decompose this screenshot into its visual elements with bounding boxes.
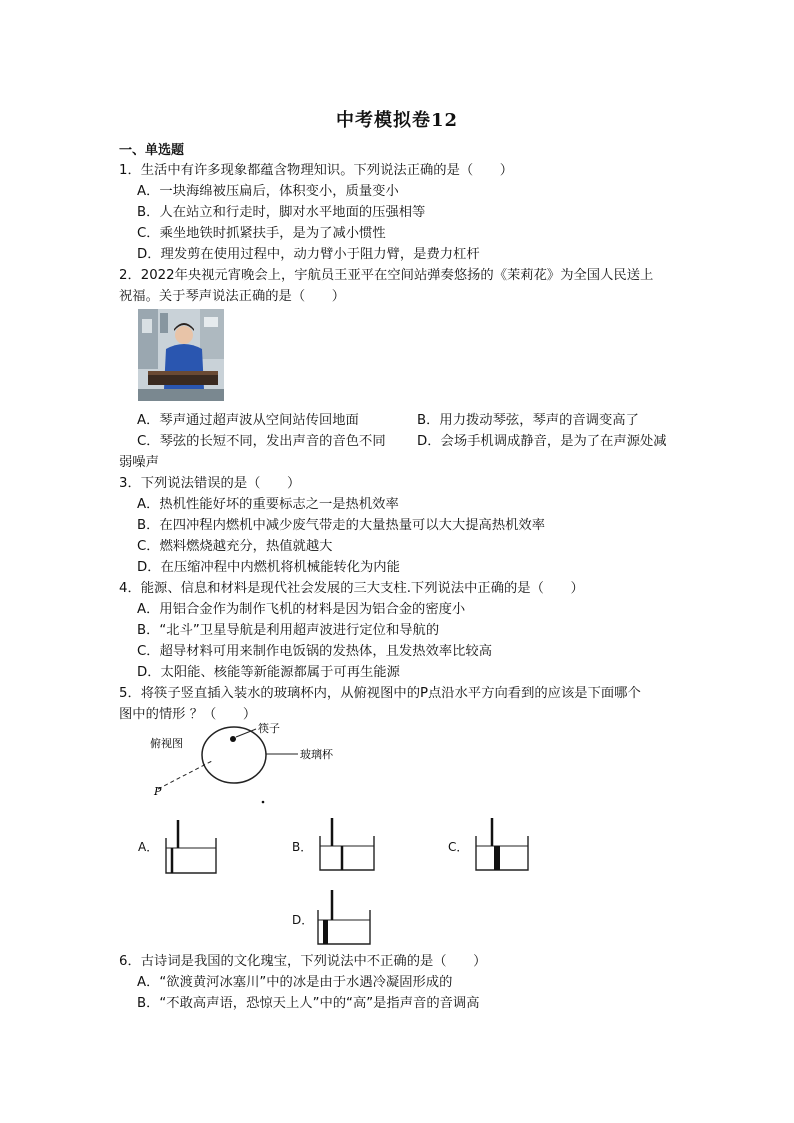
q5-option-a-label: A． bbox=[138, 840, 159, 854]
q5-option-c-label: C． bbox=[448, 840, 469, 854]
page-title: 中考模拟卷12 bbox=[335, 110, 459, 131]
top-view-label: 俯视图 bbox=[150, 737, 183, 750]
chopstick-label: 筷子 bbox=[258, 722, 280, 735]
q5-option-d-label: D． bbox=[292, 913, 314, 927]
q5-option-b-cup bbox=[316, 814, 376, 874]
q4-option-c: C．超导材料可用来制作电饭锅的发热体，且发热效率比较高 bbox=[137, 644, 493, 659]
q2-stem-line2: 祝福。关于琴声说法正确的是（ ） bbox=[119, 289, 346, 304]
q2-option-d-line1: D．会场手机调成静音，是为了在声源处减 bbox=[417, 434, 667, 449]
q3-option-b: B．在四冲程内燃机中减少废气带走的大量热量可以大大提高热机效率 bbox=[137, 518, 546, 533]
q5-option-c-cup bbox=[472, 814, 532, 874]
q6-option-a: A．“欲渡黄河冰塞川”中的冰是由于水遇冷凝固形成的 bbox=[137, 975, 453, 990]
stray-dot bbox=[262, 801, 265, 804]
glass-outline bbox=[202, 727, 266, 783]
q4-stem: 4．能源、信息和材料是现代社会发展的三大支柱.下列说法中正确的是（ ） bbox=[119, 581, 584, 596]
q2-option-b: B．用力拨动琴弦，琴声的音调变高了 bbox=[417, 413, 639, 428]
photo-illustration bbox=[138, 309, 224, 401]
q2-option-a: A．琴声通过超声波从空间站传回地面 bbox=[137, 413, 359, 428]
q6-stem: 6．古诗词是我国的文化瑰宝，下列说法中不正确的是（ ） bbox=[119, 954, 487, 969]
sightline-dashed bbox=[158, 761, 212, 789]
q1-option-c: C．乘坐地铁时抓紧扶手，是为了减小惯性 bbox=[137, 226, 386, 241]
q5-stem-line2: 图中的情形 ？（ ） bbox=[119, 707, 257, 722]
q5-option-d-cup bbox=[314, 886, 374, 948]
q3-option-a: A．热机性能好坏的重要标志之一是热机效率 bbox=[137, 497, 399, 512]
point-p-label: P bbox=[154, 785, 162, 798]
q1-option-a: A．一块海绵被压扁后，体积变小，质量变小 bbox=[137, 184, 399, 199]
q5-option-b-label: B． bbox=[292, 840, 313, 854]
q4-option-d: D．太阳能、核能等新能源都属于可再生能源 bbox=[137, 665, 400, 680]
q1-option-b: B．人在站立和行走时，脚对水平地面的压强相等 bbox=[137, 205, 426, 220]
q4-option-a: A．用铝合金作为制作飞机的材料是因为铝合金的密度小 bbox=[137, 602, 466, 617]
q2-option-d-line2: 弱噪声 bbox=[119, 455, 159, 470]
q3-option-c: C．燃料燃烧越充分，热值就越大 bbox=[137, 539, 333, 554]
top-view-diagram bbox=[148, 721, 368, 811]
q1-option-d: D．理发剪在使用过程中，动力臂小于阻力臂，是费力杠杆 bbox=[137, 247, 480, 262]
q5-option-a-cup bbox=[162, 818, 222, 878]
q1-stem: 1．生活中有许多现象都蕴含物理知识。下列说法正确的是（ ） bbox=[119, 163, 514, 178]
q3-stem: 3．下列说法错误的是（ ） bbox=[119, 476, 301, 491]
q3-option-d: D．在压缩冲程中内燃机将机械能转化为内能 bbox=[137, 560, 400, 575]
q5-stem-line1: 5．将筷子竖直插入装水的玻璃杯内，从俯视图中的P点沿水平方向看到的应该是下面哪个 bbox=[119, 686, 641, 701]
chopstick-dot bbox=[230, 736, 236, 742]
q2-option-c: C．琴弦的长短不同，发出声音的音色不同 bbox=[137, 434, 386, 449]
section-heading: 一、单选题 bbox=[119, 143, 185, 158]
q4-option-b: B．“北斗”卫星导航是利用超声波进行定位和导航的 bbox=[137, 623, 440, 638]
q2-stem-line1: 2．2022年央视元宵晚会上，宇航员王亚平在空间站弹奏悠扬的《茉莉花》为全国人民送上 bbox=[119, 268, 654, 283]
q6-option-b: B．“不敢高声语，恐惊天上人”中的“高”是指声音的音调高 bbox=[137, 996, 480, 1011]
astronaut-playing-guzheng-photo bbox=[138, 309, 224, 401]
glass-label: 玻璃杯 bbox=[300, 748, 333, 761]
